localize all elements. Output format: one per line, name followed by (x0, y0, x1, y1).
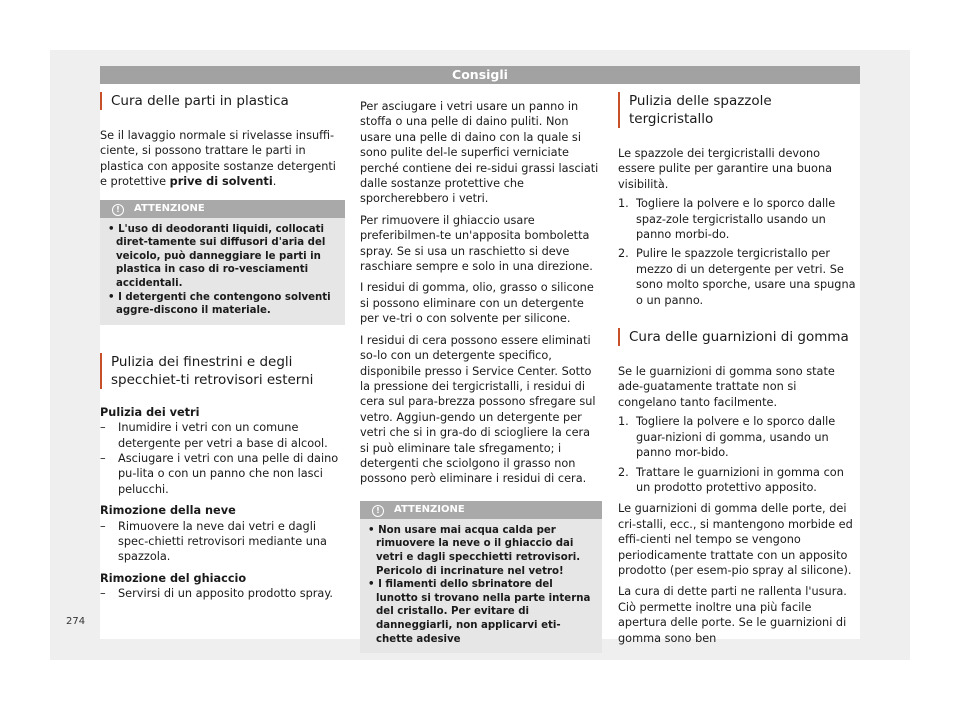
paragraph: Per rimuovere il ghiaccio usare preferibilmen-te un'apposita bomboletta spray. Se si usa un raschietto si deve raschiare sempre e solo in una direzione. (360, 213, 593, 274)
subheading-ice: Rimozione del ghiaccio (100, 571, 247, 585)
list-item: – Asciugare i vetri con una pelle di daino pu-lita o con un panno che non lasci pelucchi. (100, 452, 339, 496)
warning-label: ATTENZIONE (394, 503, 465, 515)
paragraph: Le spazzole dei tergicristalli devono essere pulite per garantire una buona visibilità. (618, 147, 833, 191)
section-title-plastic: Cura delle parti in plastica (100, 92, 345, 110)
step-item: 1. Togliere la polvere e lo sporco dalle spaz-zole tergicristallo usando un panno morbi-do. (618, 197, 836, 242)
subheading-glass: Pulizia dei vetri (100, 405, 200, 419)
paragraph: I residui di gomma, olio, grasso o silicone si possono eliminare con un detergente per ve-tri o con solvente per silicone. (360, 281, 594, 326)
paragraph: Se le guarnizioni di gomma sono state ade-guatamente trattate non si congelano tanto facilmente. (618, 365, 835, 409)
section-title-wipers: Pulizia delle spazzole tergicristallo (618, 92, 858, 128)
section-title-windows: Pulizia dei finestrini e degli specchiet-ti retrovisori esterni (100, 353, 345, 389)
list-item: – Servirsi di un apposito prodotto spray. (100, 587, 334, 601)
paragraph: Le guarnizioni di gomma delle porte, dei cri-stalli, ecc., si mantengono morbide ed effi-cienti nel tempo se vengono periodicamente trattate con un apposito prodotto (per esem-pio spray al silicone). (618, 502, 853, 577)
subheading-snow: Rimozione della neve (100, 504, 236, 518)
column-3 (618, 92, 858, 646)
warning-icon: ! (112, 204, 124, 216)
warning-item: • I detergenti che contengono solventi aggre-discono il materiale. (108, 291, 331, 317)
chapter-title: Consigli (452, 67, 508, 82)
warning-header (100, 200, 345, 218)
warning-item: • L'uso di deodoranti liquidi, collocati diret-tamente sui diffusori d'aria del veicolo, può danneggiare le parti in plastica in caso di ro-vesciamenti accidentali. (108, 223, 326, 289)
column-1 (100, 92, 345, 602)
warning-item: • I filamenti dello sbrinatore del lunotto si trovano nella parte interna del cristallo. Per evitare di danneggiarli, non applicarvi eti-chette adesive (368, 579, 591, 645)
warning-header (360, 501, 602, 519)
list-item: – Inumidire i vetri con un comune detergente per vetri a base di alcool. (100, 421, 328, 450)
column-2 (360, 99, 602, 653)
intro-text: Se il lavaggio normale si rivelasse insuffi-ciente, si possono trattare le parti in plastica con apposite sostanze detergenti e protettive (100, 129, 336, 189)
chapter-header (100, 66, 860, 84)
section-title-rubber: Cura delle guarnizioni di gomma (618, 328, 858, 346)
paragraph: La cura di dette parti ne rallenta l'usura. Ciò permette inoltre una più facile apertura delle porte. Se le guarnizioni di gomma sono ben (618, 585, 847, 645)
step-item: 2. Pulire le spazzole tergicristallo per mezzo di un detergente per vetri. Se sono molto sporche, usare una spugna o un panno. (618, 247, 856, 307)
warning-body (100, 218, 345, 325)
step-item: 2. Trattare le guarnizioni in gomma con un prodotto protettivo apposito. (618, 465, 844, 494)
paragraph: I residui di cera possono essere eliminati so-lo con un detergente specifico, disponibile presso i Service Center. Sotto la pressione dei tergicristalli, i residui di cera sul para-brezza possono sfregare sul vetro. Aggiun-gendo un detergente per vetri che si in gra-do di sciogliere la cera si può eliminare tale sfregamento; i detergenti che sciolgono il grasso non possono però eliminare i residui di cera. (360, 333, 596, 486)
warning-icon: ! (372, 505, 384, 517)
intro-paragraph (100, 128, 345, 190)
page-number: 274 (66, 616, 86, 627)
warning-box-2 (360, 501, 602, 653)
intro-bold: prive di solventi (169, 175, 273, 189)
step-item: 1. Togliere la polvere e lo sporco dalle guar-nizioni di gomma, usando un panno mor-bido. (618, 415, 836, 460)
warning-item: • Non usare mai acqua calda per rimuovere la neve o il ghiaccio dai vetri e dagli specchietti retrovisori. Pericolo di incrinature nel vetro! (368, 524, 581, 577)
warning-label: ATTENZIONE (134, 202, 205, 214)
intro-end: . (272, 175, 277, 189)
paragraph: Per asciugare i vetri usare un panno in stoffa o una pelle di daino puliti. Non usare una pelle di daino con la quale si sono pulite del-le superfici verniciate perché contiene dei re-sidui grassi lasciati dalle sostanze protettive che sporcherebbero i vetri. (360, 100, 599, 206)
list-item: – Rimuovere la neve dai vetri e dagli spec-chietti retrovisori mediante una spazzola. (100, 519, 327, 564)
warning-box-1 (100, 200, 345, 325)
warning-body (360, 519, 602, 653)
